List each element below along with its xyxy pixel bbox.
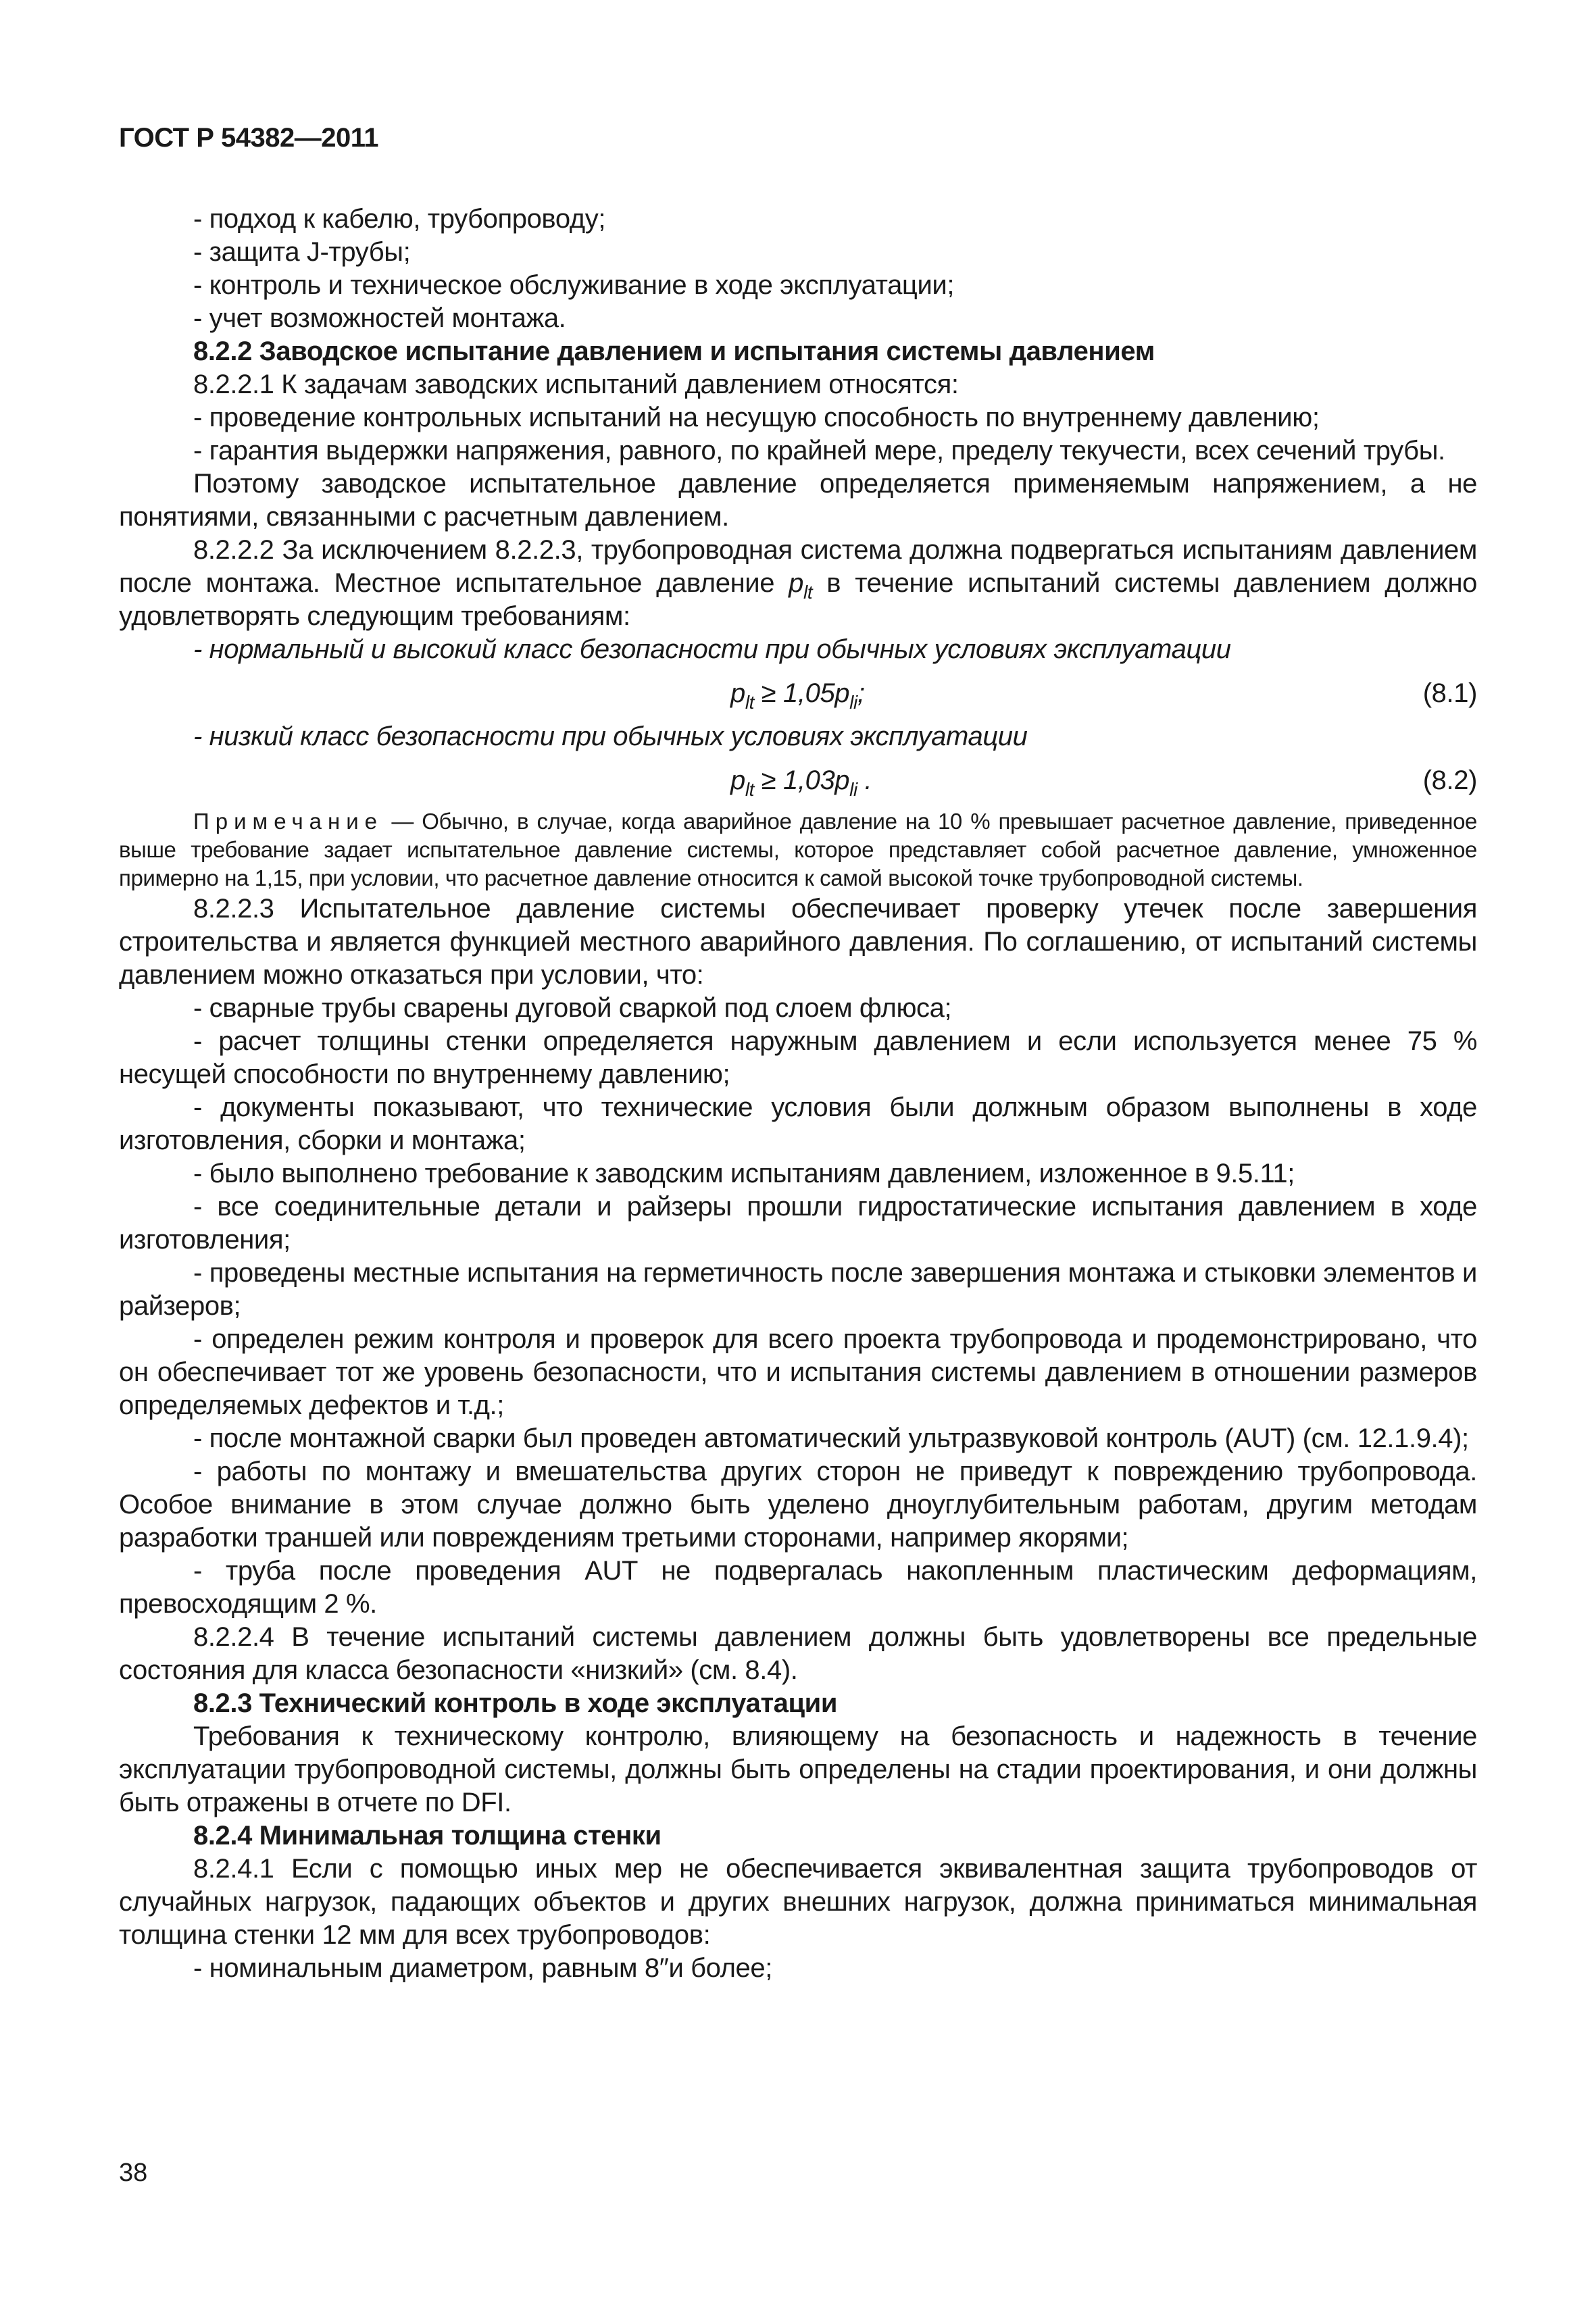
document-header: ГОСТ Р 54382—2011 <box>119 123 378 153</box>
section-heading-8-2-4: 8.2.4 Минимальная толщина стенки <box>193 1821 662 1851</box>
condition-item: - работы по монтажу и вмешательства других сторон не приведут к повреждению трубопровода. Особое внимание в этом случае должно быть уделено дноуглубительным работам, другим методам разработки траншей или повреждениям третьими сторонами, например якорями; <box>119 1457 1477 1553</box>
condition-item: - все соединительные детали и райзеры прошли гидростатические испытания давлением в ходе изготовления; <box>119 1192 1477 1255</box>
section-heading-8-2-3: 8.2.3 Технический контроль в ходе эксплуатации <box>193 1688 838 1718</box>
paragraph-8-2-2-3: 8.2.2.3 Испытательное давление системы обеспечивает проверку утечек после завершения строительства и является функцией местного аварийного давления. По соглашению, от испытаний системы давлением можно отказаться при условии, что: <box>119 894 1477 990</box>
requirement-item: - низкий класс безопасности при обычных условиях эксплуатации <box>193 722 1028 751</box>
formula-number: (8.2) <box>1422 765 1477 795</box>
condition-item: - проведены местные испытания на герметичность после завершения монтажа и стыковки элементов и райзеров; <box>119 1258 1477 1321</box>
formula-8-1 <box>119 666 1477 720</box>
note-block <box>119 807 1477 892</box>
paragraph: Поэтому заводское испытательное давление определяется применяемым напряжением, а не понятиями, связанными с расчетным давлением. <box>119 469 1477 532</box>
page-body <box>119 203 1477 1985</box>
formula-expression: $p_{lt} \ge 1,05p_{li}$; <box>730 678 865 713</box>
formula-expression: $p_{lt} \ge 1,03p_{li}$ . <box>730 765 872 800</box>
list-item: - подход к кабелю, трубопроводу; <box>193 204 606 234</box>
condition-item: - труба после проведения AUT не подвергалась накопленным пластическим деформациям, превосходящим 2 %. <box>119 1556 1477 1619</box>
pressure-symbol: $p_{lt}$ <box>789 568 813 603</box>
paragraph-8-2-2-2 <box>119 534 1477 633</box>
list-item: - защита J-трубы; <box>193 237 411 267</box>
condition-item: - документы показывают, что технические условия были должным образом выполнены в ходе изготовления, сборки и монтажа; <box>119 1092 1477 1155</box>
condition-item: - было выполнено требование к заводским испытаниям давлением, изложенное в 9.5.11; <box>193 1159 1295 1188</box>
note-text: — Обычно, в случае, когда аварийное давление на 10 % превышает расчетное давление, приведенное выше требование задает испытательное давление системы, которое представляет собой расчетное давление, умноженное примерно на 1,15, при условии, что расчетное давление относится к самой высокой точке трубопроводной системы. <box>119 809 1477 890</box>
page-number: 38 <box>119 2159 148 2187</box>
paragraph-8-2-4-1: 8.2.4.1 Если с помощью иных мер не обеспечивается эквивалентная защита трубопроводов от случайных нагрузок, падающих объектов и других внешних нагрузок, должна приниматься минимальная толщина стенки 12 мм для всех трубопроводов: <box>119 1854 1477 1950</box>
formula-8-2 <box>119 753 1477 807</box>
paragraph-text: в течение испытаний системы давлением должно удовлетворять следующим требованиям: <box>119 568 1478 631</box>
requirement-item: - нормальный и высокий класс безопасности при обычных условиях эксплуатации <box>193 634 1231 664</box>
condition-item: - определен режим контроля и проверок для всего проекта трубопровода и продемонстрировано, что он обеспечивает тот же уровень безопасности, что и испытания системы давлением в отношении размеров определяемых дефектов и т.д.; <box>119 1324 1477 1420</box>
condition-item: - сварные трубы сварены дуговой сваркой под слоем флюса; <box>193 993 952 1023</box>
condition-item: - после монтажной сварки был проведен автоматический ультразвуковой контроль (AUT) (см. 12.1.9.4); <box>193 1424 1469 1453</box>
paragraph-text: 8.2.2.2 За исключением 8.2.2.3, трубопроводная система должна подвергаться испытаниям давлением после монтажа. Местное испытательное давление <box>119 535 1477 598</box>
list-item: - контроль и техническое обслуживание в ходе эксплуатации; <box>193 270 955 300</box>
list-item: - проведение контрольных испытаний на несущую способность по внутреннему давлению; <box>193 403 1320 432</box>
condition-item: - расчет толщины стенки определяется наружным давлением и если используется менее 75 % несущей способности по внутреннему давлению; <box>119 1026 1477 1089</box>
list-item: - номинальным диаметром, равным 8″и более; <box>193 1953 772 1983</box>
section-heading-8-2-2: 8.2.2 Заводское испытание давлением и испытания системы давлением <box>193 336 1155 366</box>
note-label: Примечание <box>193 809 384 834</box>
paragraph-8-2-2-4: 8.2.2.4 В течение испытаний системы давлением должны быть удовлетворены все предельные состояния для класса безопасности «низкий» (см. 8.4). <box>119 1622 1477 1685</box>
formula-number: (8.1) <box>1422 678 1477 708</box>
paragraph-8-2-2-1: 8.2.2.1 К задачам заводских испытаний давлением относятся: <box>193 370 959 399</box>
list-item: - учет возможностей монтажа. <box>193 303 566 333</box>
list-item: - гарантия выдержки напряжения, равного, по крайней мере, пределу текучести, всех сечений трубы. <box>193 436 1445 466</box>
paragraph-8-2-3: Требования к техническому контролю, влияющему на безопасность и надежность в течение эксплуатации трубопроводной системы, должны быть определены на стадии проектирования, и они должны быть отражены в отчете по DFI. <box>119 1721 1477 1817</box>
